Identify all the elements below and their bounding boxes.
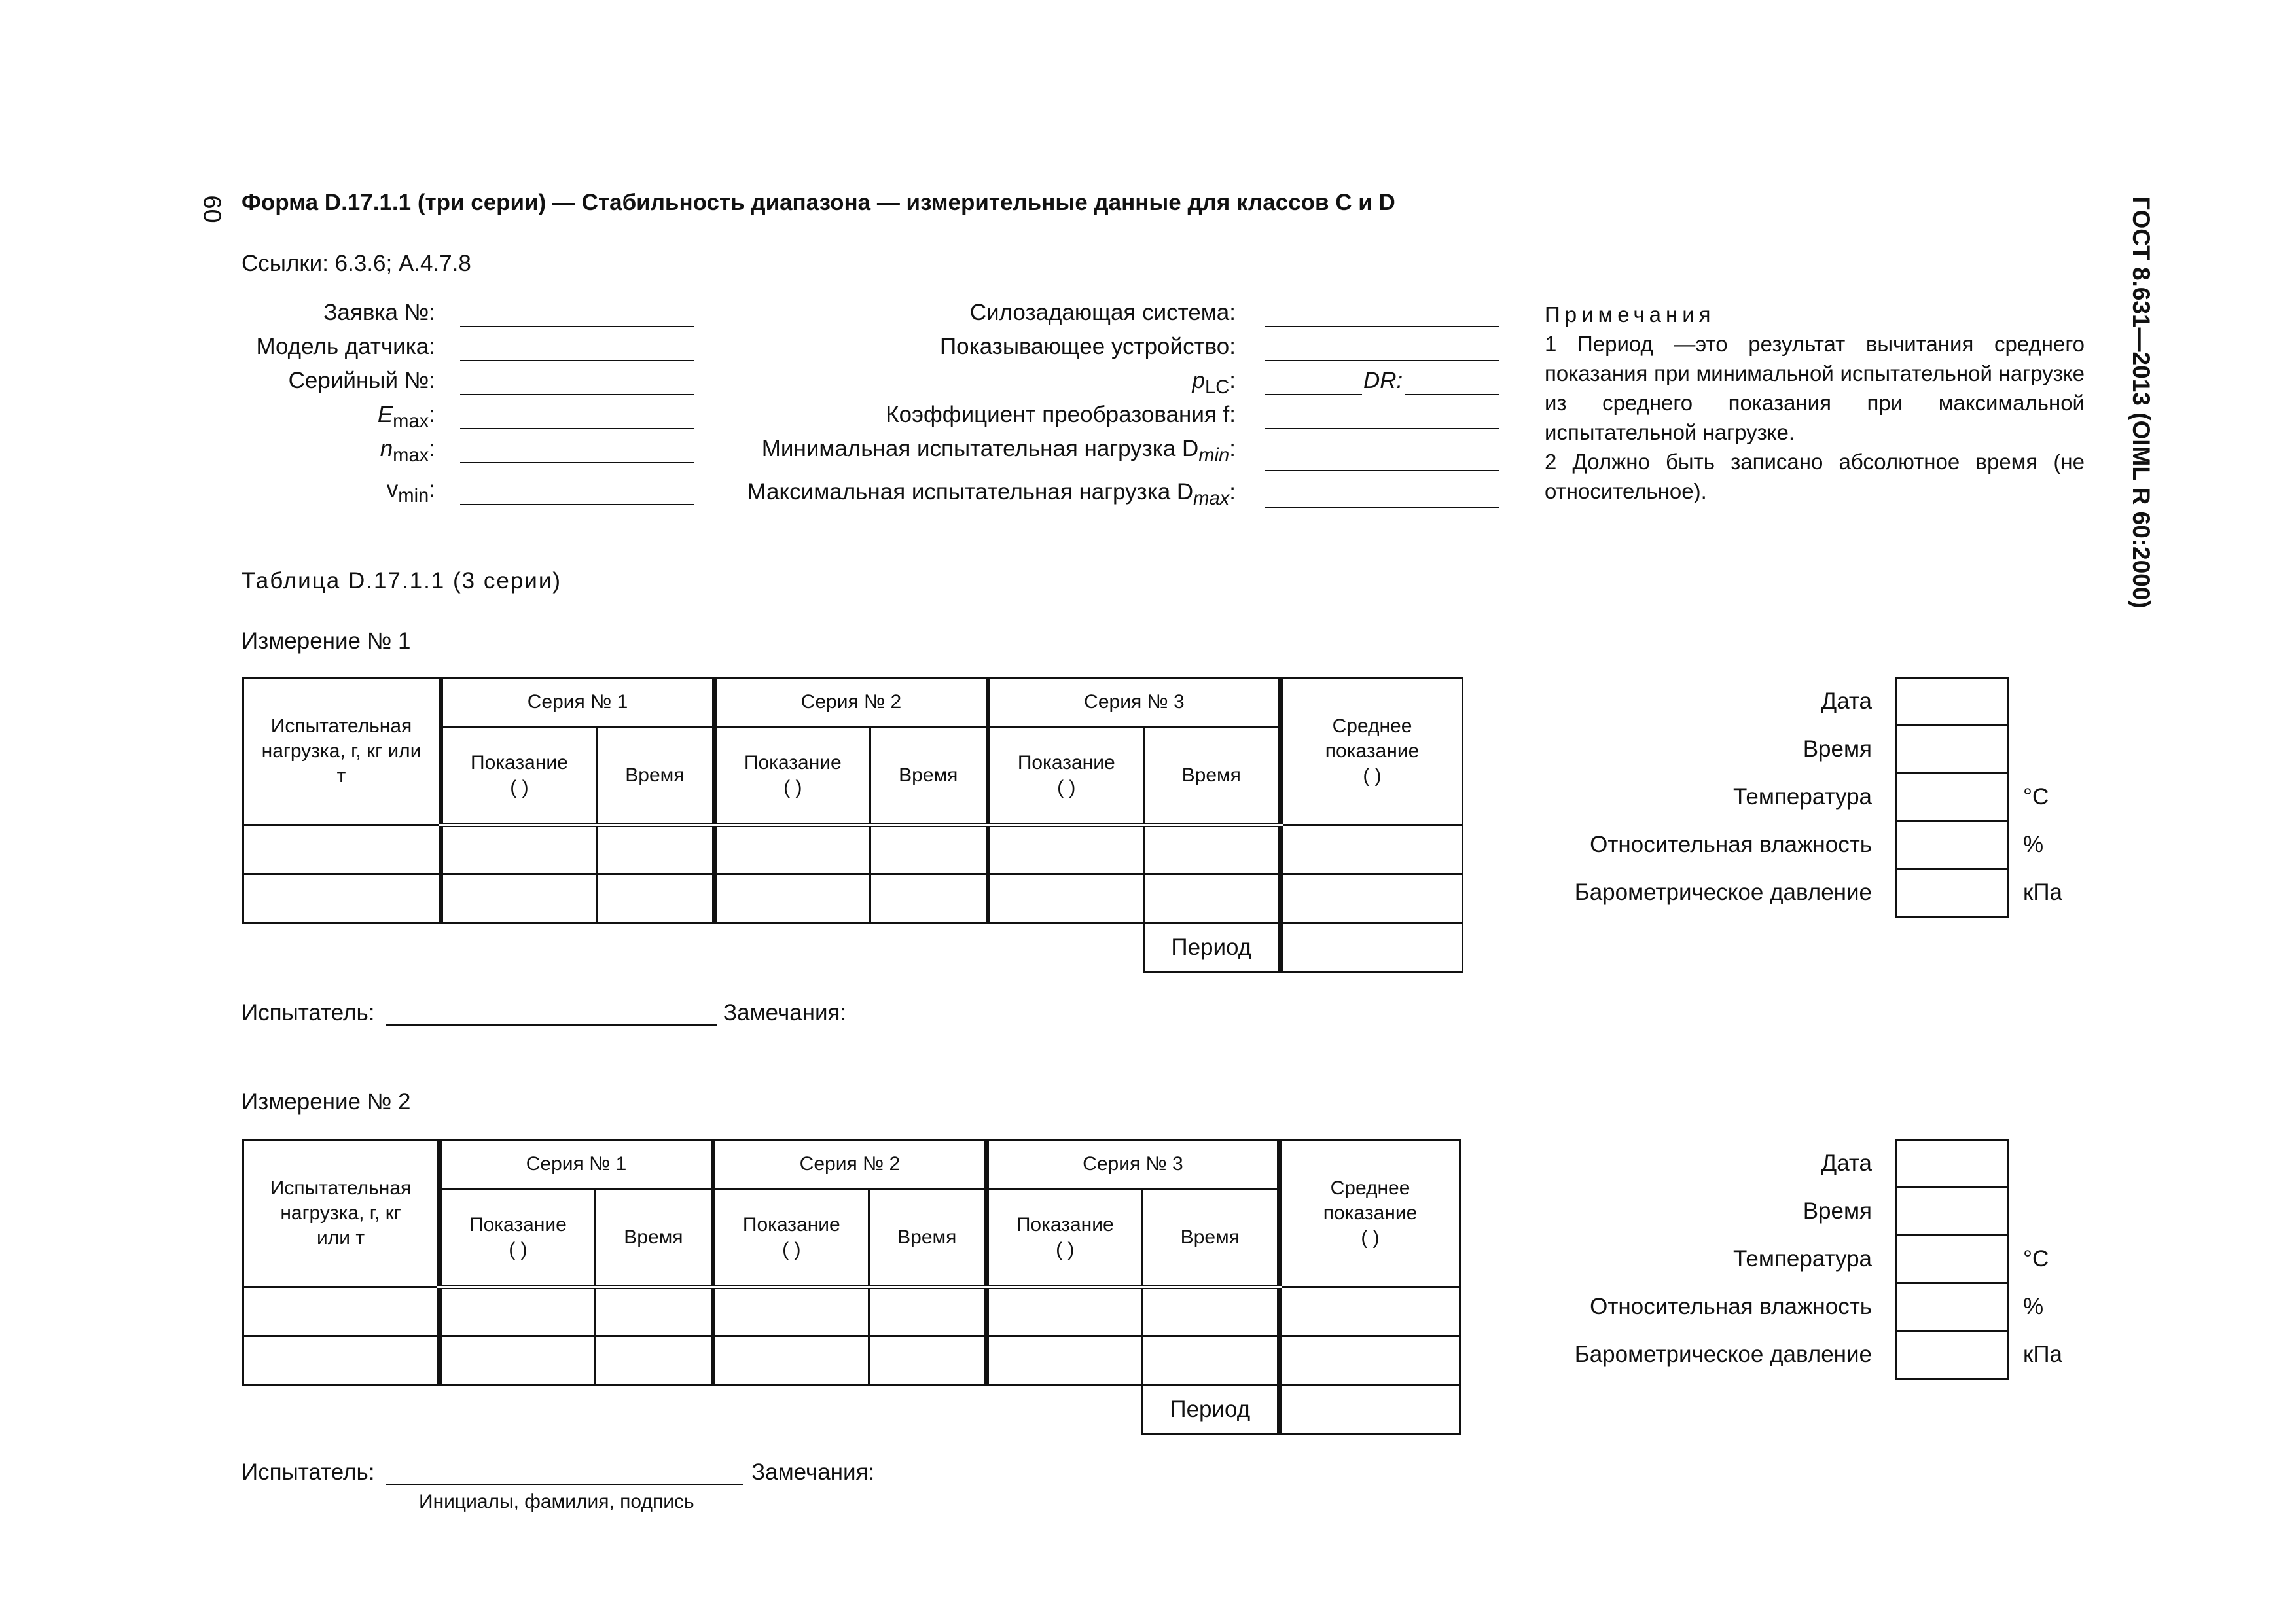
series-1-header: Серия № 1 xyxy=(440,1140,713,1189)
humidity-label: Относительная влажность xyxy=(1590,1294,1872,1319)
pressure-unit: кПа xyxy=(2023,1342,2062,1367)
table-row xyxy=(243,1336,1460,1385)
measurement-2-table xyxy=(242,1139,1461,1435)
indicating-device-field[interactable] xyxy=(1265,360,1499,361)
measurement-2-conditions xyxy=(1551,1139,2075,1380)
reading-header: Показание ( ) xyxy=(986,1189,1142,1287)
data-cell[interactable] xyxy=(986,1336,1142,1385)
mean-header: Среднее показание ( ) xyxy=(1280,1140,1460,1287)
humidity-unit: % xyxy=(2023,1294,2044,1319)
time-label: Время xyxy=(1803,1198,1872,1224)
application-no-label: Заявка №: xyxy=(323,300,435,325)
data-cell[interactable] xyxy=(243,825,441,874)
nmax-label: $n_{max}$: xyxy=(380,436,435,466)
measurement-2-label: Измерение № 2 xyxy=(242,1089,411,1115)
tester-label: Испытатель: xyxy=(242,1000,375,1026)
data-cell[interactable] xyxy=(870,874,988,923)
data-cell[interactable] xyxy=(595,1336,713,1385)
data-cell[interactable] xyxy=(1143,874,1280,923)
pressure-unit: кПа xyxy=(2023,880,2062,905)
load-header: Испытательная нагрузка, г, кг или т xyxy=(243,1140,440,1287)
data-cell[interactable] xyxy=(986,1287,1142,1336)
data-cell[interactable] xyxy=(1143,825,1280,874)
note-1: 1 Период —это результат вычитания среднего показания при минимальной испытательной нагрузке из среднего показания при максимальной испытательной нагрузке. xyxy=(1545,332,2085,444)
data-cell[interactable] xyxy=(243,1336,440,1385)
temperature-field[interactable] xyxy=(1896,1236,2008,1283)
sensor-model-label: Модель датчика: xyxy=(256,334,435,359)
pressure-field[interactable] xyxy=(1896,1331,2008,1379)
time-header: Время xyxy=(1143,727,1280,825)
pressure-label: Барометрическое давление xyxy=(1574,880,1872,905)
humidity-unit: % xyxy=(2023,832,2044,857)
form-title: Форма D.17.1.1 (три серии) — Стабильность диапазона — измерительные данные для классов С и D xyxy=(242,190,1395,215)
measurement-1-label: Измерение № 1 xyxy=(242,628,411,654)
temperature-label: Температура xyxy=(1733,1246,1872,1272)
series-2-header: Серия № 2 xyxy=(715,678,988,727)
data-cell[interactable] xyxy=(243,1287,440,1336)
load-system-label: Силозадающая система: xyxy=(969,300,1236,325)
data-cell[interactable] xyxy=(440,1336,596,1385)
serial-no-label: Серийный №: xyxy=(288,368,435,393)
table-row xyxy=(243,825,1463,874)
dr-field[interactable] xyxy=(1405,394,1499,395)
emax-field[interactable] xyxy=(460,428,694,429)
temperature-field[interactable] xyxy=(1896,774,2008,821)
serial-no-field[interactable] xyxy=(460,394,694,395)
table-row xyxy=(243,1287,1460,1336)
data-cell[interactable] xyxy=(1281,825,1463,874)
min-load-field[interactable] xyxy=(1265,470,1499,471)
data-cell[interactable] xyxy=(713,1336,869,1385)
vmin-field[interactable] xyxy=(460,504,694,505)
data-cell[interactable] xyxy=(441,874,597,923)
humidity-field[interactable] xyxy=(1896,1283,2008,1331)
tester-label: Испытатель: xyxy=(242,1459,375,1485)
data-cell[interactable] xyxy=(596,825,714,874)
references: Ссылки: 6.3.6; А.4.7.8 xyxy=(242,251,471,276)
date-label: Дата xyxy=(1821,1150,1872,1176)
time-header: Время xyxy=(596,727,714,825)
humidity-field[interactable] xyxy=(1896,821,2008,869)
data-cell[interactable] xyxy=(870,825,988,874)
data-cell[interactable] xyxy=(243,874,441,923)
table-caption: Таблица D.17.1.1 (3 серии) xyxy=(242,568,562,594)
reading-header: Показание ( ) xyxy=(715,727,870,825)
indicating-device-label: Показывающее устройство: xyxy=(940,334,1236,359)
period-cell[interactable] xyxy=(1280,1385,1460,1435)
nmax-field[interactable] xyxy=(460,462,694,463)
data-cell[interactable] xyxy=(713,1287,869,1336)
standard-code: ГОСТ 8.631—2013 (OIML R 60:2000) xyxy=(2128,196,2155,609)
max-load-label: Максимальная испытательная нагрузка $D_{max}$: xyxy=(747,479,1236,509)
time-label: Время xyxy=(1803,736,1872,762)
reading-header: Показание ( ) xyxy=(441,727,597,825)
data-cell[interactable] xyxy=(715,825,870,874)
remarks-label: Замечания: xyxy=(751,1459,875,1485)
sensor-model-field[interactable] xyxy=(460,360,694,361)
max-load-field[interactable] xyxy=(1265,507,1499,508)
remarks-label: Замечания: xyxy=(723,1000,847,1026)
data-cell[interactable] xyxy=(988,874,1143,923)
period-label: Период xyxy=(1143,923,1280,972)
time-header: Время xyxy=(595,1189,713,1287)
time-header: Время xyxy=(869,1189,986,1287)
data-cell[interactable] xyxy=(441,825,597,874)
notes-heading: Примечания xyxy=(1545,302,1715,327)
temperature-label: Температура xyxy=(1733,784,1872,810)
time-header: Время xyxy=(870,727,988,825)
period-cell[interactable] xyxy=(1281,923,1463,972)
data-cell[interactable] xyxy=(869,1287,986,1336)
plc-label: $p_{LC}$: xyxy=(1192,368,1236,398)
tester-field[interactable] xyxy=(386,1024,717,1026)
series-3-header: Серия № 3 xyxy=(988,678,1280,727)
data-cell[interactable] xyxy=(1142,1287,1279,1336)
emax-label: $E_{max}$: xyxy=(377,402,435,432)
time-field[interactable] xyxy=(1896,1188,2008,1236)
pressure-label: Барометрическое давление xyxy=(1574,1342,1872,1367)
series-3-header: Серия № 3 xyxy=(986,1140,1279,1189)
reading-header: Показание ( ) xyxy=(440,1189,596,1287)
date-field[interactable] xyxy=(1896,678,2008,726)
date-field[interactable] xyxy=(1896,1140,2008,1188)
table-row xyxy=(243,874,1463,923)
conversion-factor-field[interactable] xyxy=(1265,428,1499,429)
load-header: Испытательная нагрузка, г, кг или т xyxy=(243,678,441,825)
min-load-label: Минимальная испытательная нагрузка $D_{min}$: xyxy=(761,436,1236,466)
series-1-header: Серия № 1 xyxy=(441,678,715,727)
data-cell[interactable] xyxy=(869,1336,986,1385)
data-cell[interactable] xyxy=(440,1287,596,1336)
time-field[interactable] xyxy=(1896,726,2008,774)
plc-field[interactable] xyxy=(1265,394,1362,395)
load-system-field[interactable] xyxy=(1265,326,1499,327)
tester-field[interactable] xyxy=(386,1484,743,1485)
note-2: 2 Должно быть записано абсолютное время (не относительное). xyxy=(1545,450,2085,503)
mean-header: Среднее показание ( ) xyxy=(1281,678,1463,825)
reading-header: Показание ( ) xyxy=(988,727,1143,825)
notes xyxy=(1545,300,2085,506)
temperature-unit: °C xyxy=(2023,1246,2049,1272)
signature-caption: Инициалы, фамилия, подпись xyxy=(419,1491,694,1512)
pressure-field[interactable] xyxy=(1896,869,2008,917)
data-cell[interactable] xyxy=(715,874,870,923)
reading-header: Показание ( ) xyxy=(713,1189,869,1287)
data-cell[interactable] xyxy=(1142,1336,1279,1385)
series-2-header: Серия № 2 xyxy=(713,1140,987,1189)
data-cell[interactable] xyxy=(988,825,1143,874)
measurement-1-table xyxy=(242,677,1463,973)
page-number: 60 xyxy=(198,195,226,223)
data-cell[interactable] xyxy=(595,1287,713,1336)
vmin-label: $v_{min}$: xyxy=(386,476,435,507)
humidity-label: Относительная влажность xyxy=(1590,832,1872,857)
data-cell[interactable] xyxy=(1281,874,1463,923)
time-header: Время xyxy=(1142,1189,1279,1287)
data-cell[interactable] xyxy=(1280,1287,1460,1336)
application-no-field[interactable] xyxy=(460,326,694,327)
measurement-1-conditions xyxy=(1551,677,2075,918)
date-label: Дата xyxy=(1821,688,1872,714)
data-cell[interactable] xyxy=(596,874,714,923)
dr-label: DR: xyxy=(1363,368,1403,393)
period-label: Период xyxy=(1142,1385,1279,1435)
data-cell[interactable] xyxy=(1280,1336,1460,1385)
conversion-factor-label: Коэффициент преобразования f: xyxy=(886,402,1236,427)
temperature-unit: °C xyxy=(2023,784,2049,810)
